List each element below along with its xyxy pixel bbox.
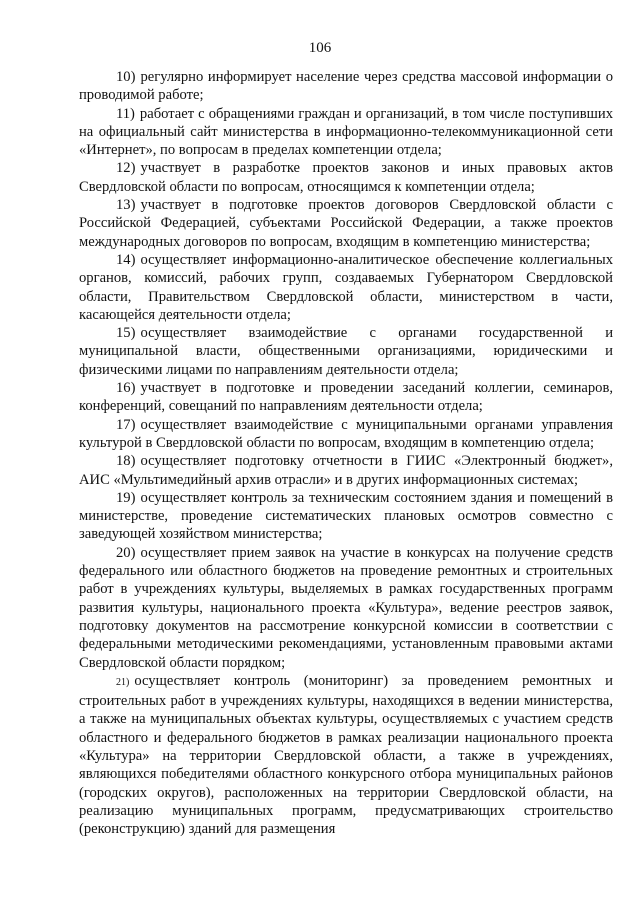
item-number: 15) xyxy=(116,325,136,342)
list-item-14 xyxy=(79,251,613,324)
item-text: осуществляет подготовку отчетности в ГИИС «Электронный бюджет», АИС «Мультимедийный архив отрасли» и в других информационных системах; xyxy=(79,453,613,488)
item-text: осуществляет прием заявок на участие в конкурсах на получение средств федерального или областного бюджетов на проведение ремонтных и строительных работ в учреждениях культуры, выделяемых в рамках государственных программ развития культуры, национального проекта «Культура», ведение реестров заявок, подготовку документов на рассмотрение конкурсной комиссии в соответствии с федеральными методическими рекомендациями, установленным правовыми актами Свердловской области порядком; xyxy=(79,544,613,671)
item-number: 18) xyxy=(116,453,136,470)
item-text: работает с обращениями граждан и организаций, в том числе поступивших на официальный сайт министерства в информационно-телекоммуникационной сети «Интернет», по вопросам в пределах компетенции отдела; xyxy=(79,105,613,159)
page-number: 106 xyxy=(308,40,332,56)
item-text: участвует в подготовке и проведении заседаний коллегии, семинаров, конференций, совещаний по направлениям деятельности отдела; xyxy=(79,380,613,415)
list-item-10 xyxy=(79,68,613,105)
item-text: осуществляет контроль за техническим состоянием здания и помещений в министерстве, проведение систематических плановых осмотров совместно с заведующей хозяйством министерства; xyxy=(79,489,613,543)
item-text: участвует в подготовке проектов договоров Свердловской области с Российской Федерацией, субъектами Российской Федерации, а также проектов международных договоров по вопросам, входящим в компетенцию министерства; xyxy=(79,197,613,250)
list-item-18 xyxy=(79,452,613,489)
item-number: 20) xyxy=(116,544,136,561)
item-text: осуществляет информационно-аналитическое обеспечение коллегиальных органов, комиссий, рабочих групп, создаваемых Губернатором Свердловской области, Правительством Свердловской области, министерством в части, касающейся деятельности отдела; xyxy=(79,251,613,323)
item-number: 14) xyxy=(116,251,136,268)
list-item-19 xyxy=(79,489,613,544)
item-number: 19) xyxy=(116,489,136,506)
item-number: 16) xyxy=(116,380,136,397)
item-number: 17) xyxy=(116,416,136,433)
list-item-16 xyxy=(79,379,613,416)
list-item-11 xyxy=(79,105,613,160)
list-item-20 xyxy=(79,544,613,672)
item-number: 11) xyxy=(116,105,135,122)
item-number: 13) xyxy=(116,197,136,214)
item-text: осуществляет контроль (мониторинг) за проведением ремонтных и строительных работ в учреждениях культуры, находящихся в ведении министерства, а также на муниципальных объектах культуры, осуществляемых с участием средств областного и федерального бюджетов в рамках реализации национального проекта «Культура» на территории Свердловской области, а также в учреждениях, являющихся победителями областного конкурсного отбора муниципальных районов (городских округов), расположенных на территории Свердловской области, на реализацию муниципальных программ, предусматривающих строительство (реконструкцию) зданий для размещения xyxy=(79,672,613,838)
item-number: 21) xyxy=(116,676,130,688)
list-item-12 xyxy=(79,159,613,196)
list-item-17 xyxy=(79,416,613,453)
document-body xyxy=(79,68,613,838)
item-text: осуществляет взаимодействие с муниципальными органами управления культурой в Свердловской области по вопросам, входящим в компетенцию отдела; xyxy=(79,416,613,451)
item-text: осуществляет взаимодействие с органами государственной и муниципальной власти, общественными организациями, юридическими и физическими лицами по направлениям деятельности отдела; xyxy=(79,325,613,378)
item-number: 10) xyxy=(116,69,136,85)
item-text: регулярно информирует население через средства массовой информации о проводимой работе; xyxy=(79,69,613,104)
list-item-15 xyxy=(79,324,613,379)
item-text: участвует в разработке проектов законов и иных правовых актов Свердловской области по вопросам, относящимся к компетенции отдела; xyxy=(79,160,613,195)
list-item-13 xyxy=(79,196,613,251)
list-item-21 xyxy=(79,672,613,839)
item-number: 12) xyxy=(116,160,136,177)
